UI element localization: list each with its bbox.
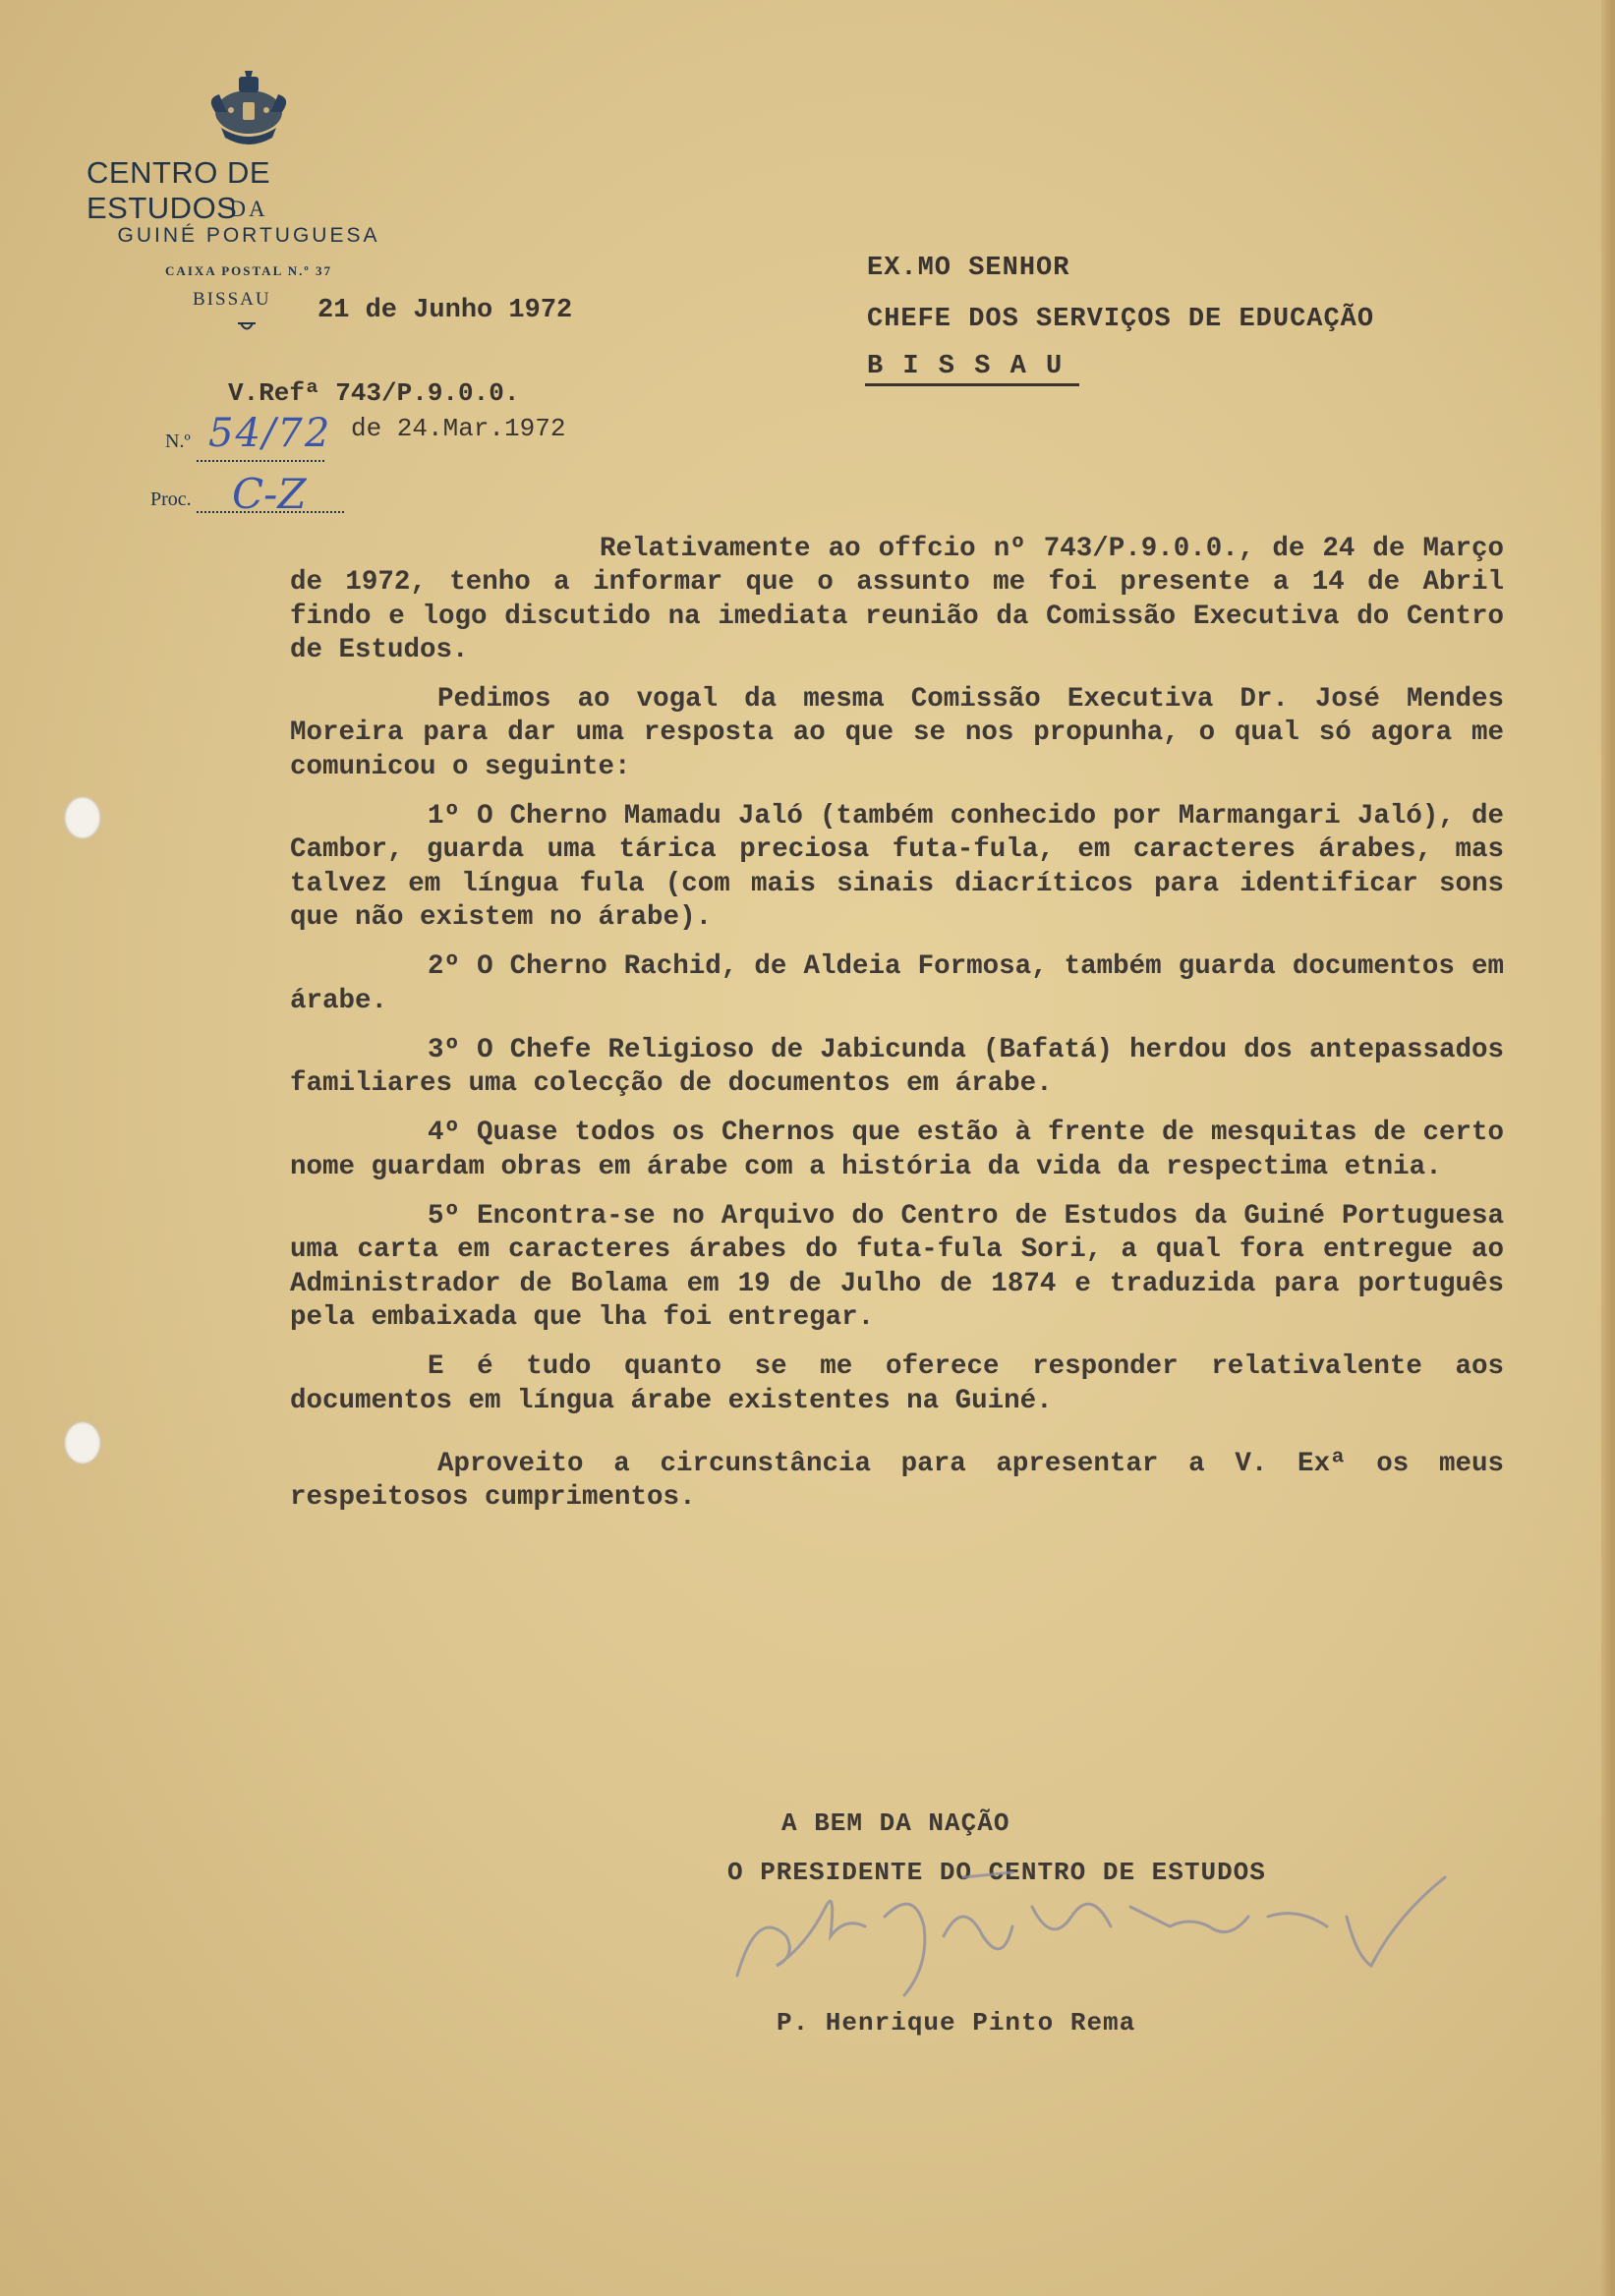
letter-body — [290, 533, 1504, 1515]
letterhead-region: GUINÉ PORTUGUESA — [117, 224, 380, 247]
closing-motto: A BEM DA NAÇÃO — [781, 1808, 1010, 1838]
item-1: 1º O Cherno Mamadu Jaló (também conhecido por Marmangari Jaló), de Cambor, guarda uma tárica preciosa futa-fula, em caracteres árabes, mas talvez em língua fula (com mais sinais diacríticos para identificar sons que não existem no árabe). — [290, 801, 1504, 933]
proc-label: Proc. — [150, 488, 192, 510]
punch-hole — [64, 1421, 101, 1464]
addressee-salutation: EX.MO SENHOR — [867, 254, 1070, 283]
letterhead-city: BISSAU — [193, 289, 271, 310]
number-dotted-line — [197, 460, 324, 462]
coat-of-arms-icon — [202, 69, 296, 147]
item-2: 2º O Cherno Rachid, de Aldeia Formosa, também guarda documentos em árabe. — [290, 951, 1504, 1016]
item-5: 5º Encontra-se no Arquivo do Centro de Estudos da Guiné Portuguesa uma carta em caracteres árabes do futa-fula Sori, a qual fora entregue ao Administrador de Bolama em 19 de Julho de 1874 e traduzida para português pela embaixada que lha foi entregar. — [290, 1201, 1504, 1333]
paragraph-greeting: Aproveito a circunstância para apresentar a V. Exª os meus respeitosos cumprimentos. — [290, 1448, 1504, 1514]
proc-handwritten: C-Z — [232, 470, 307, 518]
reference-date: de 24.Mar.1972 — [351, 414, 566, 443]
paragraph-request: Pedimos ao vogal da mesma Comissão Executiva Dr. José Mendes Moreira para dar uma resposta ao que se nos propunha, o qual só agora me comunicou o seguinte: — [290, 684, 1504, 782]
letterhead-postal: CAIXA POSTAL N.º 37 — [165, 263, 332, 278]
letterhead-title: CENTRO DE ESTUDOS — [87, 155, 271, 225]
signatory-name: P. Henrique Pinto Rema — [777, 2008, 1136, 2038]
item-4: 4º Quase todos os Chernos que estão à frente de mesquitas de certo nome guardam obras em árabe com a história da vida da respectima etnia. — [290, 1118, 1504, 1182]
punch-hole — [64, 796, 101, 839]
letterhead-da: DA — [229, 197, 268, 221]
paragraph-intro: Relativamente ao offcio nº 743/P.9.0.0., de 24 de Março de 1972, tenho a informar que o assunto me foi presente a 14 de Abril findo e logo discutido na imediata reunião da Comissão Executiva do Centro de Estudos. — [290, 534, 1504, 665]
number-label: N.º — [165, 430, 191, 452]
reference-line: V.Refª 743/P.9.0.0. — [228, 378, 520, 408]
addressee-underline — [865, 383, 1079, 386]
addressee-city: B I S S A U — [867, 352, 1065, 381]
closing-role: O PRESIDENTE DO CENTRO DE ESTUDOS — [727, 1858, 1266, 1887]
addressee-title: CHEFE DOS SERVIÇOS DE EDUCAÇÃO — [867, 305, 1375, 334]
paragraph-conclusion: E é tudo quanto se me oferece responder relativalente aos documentos em língua árabe existentes na Guiné. — [290, 1351, 1504, 1416]
item-3: 3º O Chefe Religioso de Jabicunda (Bafatá) herdou dos antepassados familiares uma colecção de documentos em árabe. — [290, 1034, 1504, 1100]
handwritten-signature — [718, 1848, 1504, 2025]
proc-dotted-line — [197, 511, 344, 513]
number-handwritten: 54/72 — [208, 411, 332, 456]
ornament-icon — [236, 320, 258, 334]
letter-date: 21 de Junho 1972 — [317, 296, 573, 325]
paper-edge — [1601, 0, 1615, 2296]
